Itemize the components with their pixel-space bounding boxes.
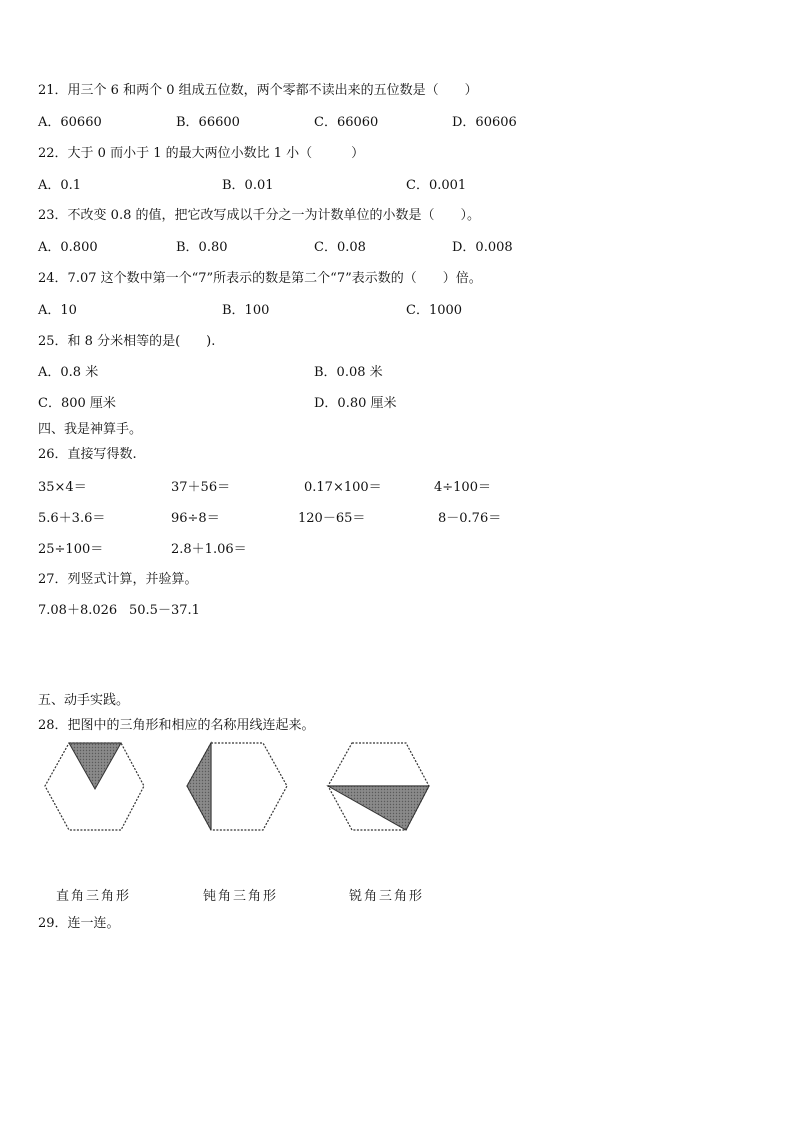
q27-item-1: 7.08＋8.026 [38, 603, 118, 618]
hexagon-2-triangle [187, 743, 211, 830]
q23-option-c: C．0.08 [314, 240, 366, 255]
question-22-text: 22．大于 0 而小于 1 的最大两位小数比 1 小（ ） [38, 146, 365, 161]
q26-item-9: 25÷100＝ [38, 542, 104, 557]
q21-option-a: A．60660 [38, 115, 102, 130]
question-28-text: 28．把图中的三角形和相应的名称用线连起来。 [38, 718, 315, 733]
q26-item-4: 4÷100＝ [434, 480, 491, 495]
question-21-text: 21．用三个 6 和两个 0 组成五位数，两个零都不读出来的五位数是（ ） [38, 83, 478, 98]
question-29-text: 29．连一连。 [38, 916, 120, 931]
label-obtuse-triangle: 钝角三角形 [203, 889, 279, 904]
hexagon-3-triangle [328, 786, 429, 830]
question-26-text: 26．直接写得数. [38, 447, 137, 462]
hexagon-figure-3 [323, 740, 435, 836]
q22-option-b: B．0.01 [222, 178, 274, 193]
question-23-text: 23．不改变 0.8 的值，把它改写成以千分之一为计数单位的小数是（ ）。 [38, 208, 480, 223]
q21-option-d: D．60606 [452, 115, 517, 130]
q24-option-b: B．100 [222, 303, 270, 318]
section-4-title: 四、我是神算手。 [38, 422, 143, 437]
q24-option-c: C．1000 [406, 303, 463, 318]
q26-item-5: 5.6＋3.6＝ [38, 511, 106, 526]
q26-item-2: 37＋56＝ [171, 480, 231, 495]
question-25-text: 25．和 8 分米相等的是( ). [38, 334, 216, 349]
q22-option-c: C．0.001 [406, 178, 467, 193]
q26-item-8: 8－0.76＝ [438, 511, 502, 526]
q23-option-b: B．0.80 [176, 240, 228, 255]
hexagon-figure-2 [183, 740, 293, 836]
q23-option-a: A．0.800 [38, 240, 98, 255]
q25-option-d: D．0.80 厘米 [314, 396, 397, 411]
label-right-triangle: 直角三角形 [56, 889, 132, 904]
q27-item-2: 50.5－37.1 [129, 603, 200, 618]
q26-item-7: 120－65＝ [298, 511, 366, 526]
hexagon-1-triangle [69, 743, 121, 789]
question-24-text: 24．7.07 这个数中第一个“7”所表示的数是第二个“7”表示数的（ ）倍。 [38, 271, 482, 286]
q22-option-a: A．0.1 [38, 178, 82, 193]
q25-option-a: A．0.8 米 [38, 365, 99, 380]
question-27-text: 27．列竖式计算，并验算。 [38, 572, 198, 587]
q23-option-d: D．0.008 [452, 240, 513, 255]
q26-item-3: 0.17×100＝ [304, 480, 382, 495]
q21-option-c: C．66060 [314, 115, 379, 130]
q21-option-b: B．66600 [176, 115, 240, 130]
q26-item-10: 2.8＋1.06＝ [171, 542, 247, 557]
label-acute-triangle: 锐角三角形 [349, 889, 425, 904]
q26-item-6: 96÷8＝ [171, 511, 220, 526]
q24-option-a: A．10 [38, 303, 77, 318]
q25-option-c: C．800 厘米 [38, 396, 116, 411]
hexagon-figure-1 [40, 740, 150, 836]
q26-item-1: 35×4＝ [38, 480, 87, 495]
q25-option-b: B．0.08 米 [314, 365, 383, 380]
section-5-title: 五、动手实践。 [38, 693, 130, 708]
